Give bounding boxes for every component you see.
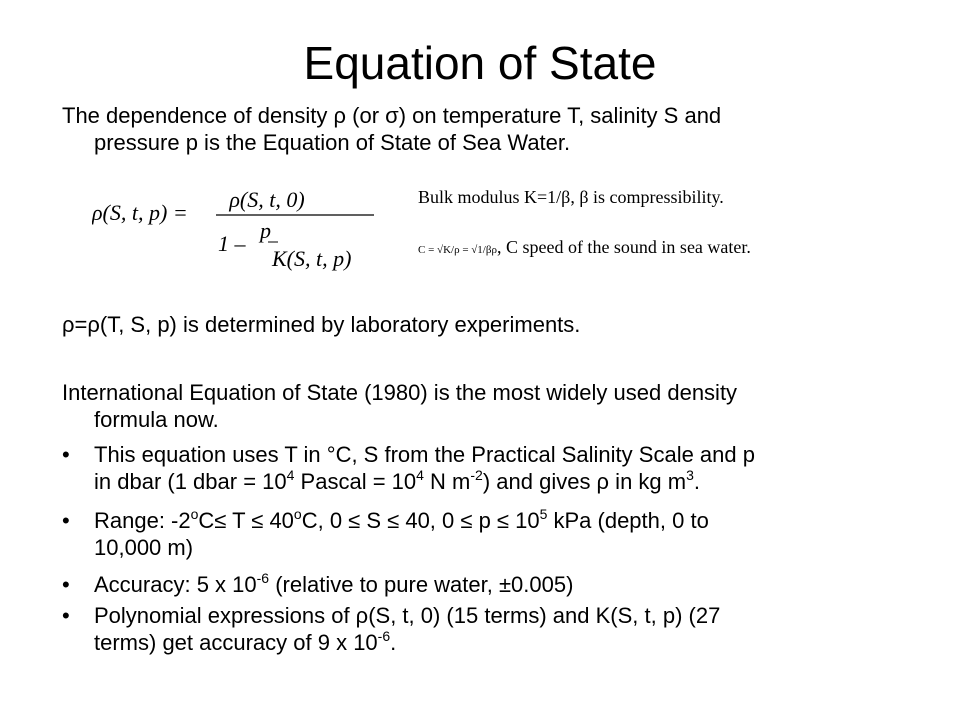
bulk-modulus-note: Bulk modulus K=1/β, β is compressibility.	[418, 187, 724, 207]
formula-one-minus: 1 –	[218, 231, 246, 256]
intro-paragraph	[62, 102, 922, 156]
lab-line: ρ=ρ(T, S, p) is determined by laboratory experiments.	[62, 312, 581, 337]
bullet-units-line-2: in dbar (1 dbar = $10^4$ Pascal = $10^4$ N $m^{-2}$) and gives ρ in kg $m^3$.	[94, 466, 701, 494]
bullet-polynomial	[62, 602, 922, 656]
ieos-paragraph	[62, 379, 922, 433]
bullet-accuracy-line: Accuracy: 5 x $10^{-6}$ (relative to pure water, ±0.005)	[94, 569, 574, 597]
formula-inner-numerator: p	[260, 218, 271, 243]
sound-speed-label: , C speed of the sound in sea water.	[496, 237, 751, 257]
bullet-marker: •	[62, 442, 70, 467]
bullet-range	[62, 507, 922, 561]
sound-speed-note	[418, 236, 751, 261]
bullet-polynomial-line-2: terms) get accuracy of 9 x $10^{-6}$.	[94, 627, 397, 655]
bullet-range-line-2: 10,000 m)	[94, 535, 194, 560]
sound-speed-formula: C = √K/ρ = √1/βρ	[418, 244, 497, 256]
bullet-marker: •	[62, 508, 70, 533]
ieos-line-2: formula now.	[94, 407, 219, 432]
slide-title: Equation of State	[303, 37, 657, 89]
formula-numerator: ρ(S, t, 0)	[229, 187, 305, 212]
intro-line-2: pressure p is the Equation of State of Sea Water.	[94, 130, 571, 155]
formula-inner-denominator: K(S, t, p)	[272, 246, 352, 271]
density-formula	[92, 178, 392, 278]
bullet-units-line-1: This equation uses T in °C, S from the Practical Salinity Scale and p	[94, 442, 755, 467]
bullet-marker: •	[62, 603, 70, 628]
bullet-units	[62, 441, 922, 495]
intro-line-1: The dependence of density ρ (or σ) on temperature T, salinity S and	[62, 103, 722, 128]
formula-lhs: ρ(S, t, p) =	[92, 200, 188, 225]
bullet-polynomial-line-1: Polynomial expressions of ρ(S, t, 0) (15 terms) and K(S, t, p) (27	[94, 603, 721, 628]
bullet-range-line-1: Range: $-2^oC\le T \le 40^oC$, 0 ≤ S ≤ 40, $0 \le p \le 10^5$ kPa (depth, 0 to	[94, 505, 709, 533]
ieos-line-1: International Equation of State (1980) is the most widely used density	[62, 380, 738, 405]
bullet-marker: •	[62, 572, 70, 597]
bullet-accuracy	[62, 571, 922, 598]
